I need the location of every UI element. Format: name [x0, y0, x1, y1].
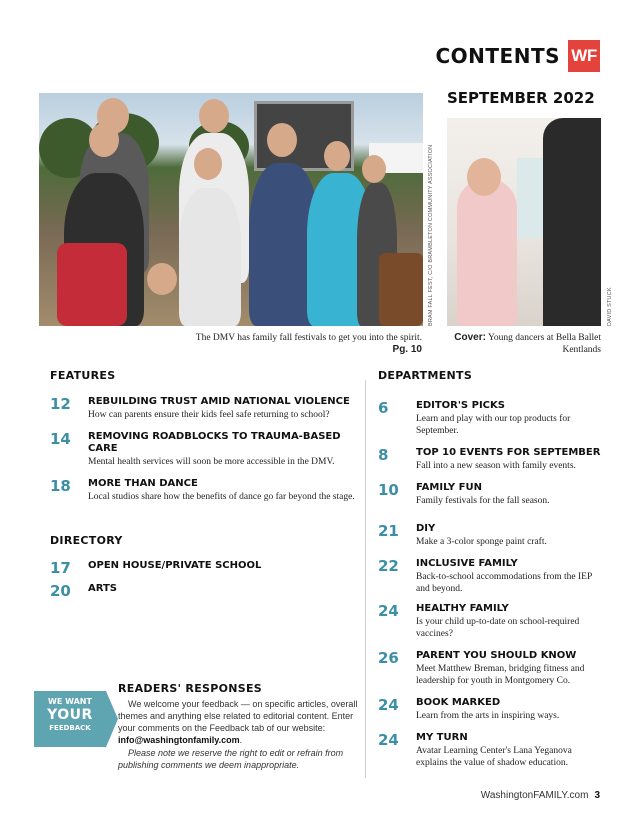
wf-logo: WF [568, 40, 600, 72]
badge-line-2: YOUR [47, 707, 93, 723]
department-desc: Back-to-school accommodations from the IEP and beyond. [416, 572, 592, 594]
department-desc: Learn from the arts in inspiring ways. [416, 711, 560, 721]
readers-responses-body: We welcome your feedback — on specific articles, overall themes and anything else related to editorial content. Enter your comments on the Feedback tab of our website: info@washingtonfamily.com. [118, 699, 358, 745]
directory-item[interactable] [50, 560, 360, 576]
badge-line-3: FEEDBACK [49, 724, 91, 732]
directory-title: OPEN HOUSE/PRIVATE SCHOOL [88, 560, 262, 571]
directory-heading: DIRECTORY [50, 534, 123, 547]
page-number: 24 [378, 731, 399, 749]
cover-caption-text: Young dancers at Bella Ballet Kentlands [487, 333, 601, 355]
feature-item[interactable] [50, 396, 360, 421]
department-item[interactable] [378, 482, 603, 507]
department-desc: Learn and play with our top products for September. [416, 414, 571, 436]
department-title: PARENT YOU SHOULD KNOW [416, 650, 577, 661]
department-item[interactable] [378, 650, 603, 687]
main-photo-credit: BRAM FALL FEST, C/O BRAMBLETON COMMUNITY ASSOCIATION [428, 144, 434, 326]
feedback-badge [34, 691, 106, 747]
festival-family-photo [39, 93, 423, 326]
readers-responses-heading: READERS' RESPONSES [118, 682, 263, 695]
readers-responses-note: Please note we reserve the right to edit or refrain from publishing comments we deem inappropriate. [118, 748, 344, 770]
departments-heading: DEPARTMENTS [378, 369, 473, 382]
feature-desc: How can parents ensure their kids feel safe returning to school? [88, 410, 330, 420]
department-title: INCLUSIVE FAMILY [416, 558, 518, 569]
page-number: 12 [50, 395, 71, 413]
page-number: 14 [50, 430, 71, 448]
department-item[interactable] [378, 447, 603, 472]
department-desc: Fall into a new season with family events. [416, 461, 576, 471]
department-title: DIY [416, 523, 436, 534]
issue-date: SEPTEMBER 2022 [447, 89, 595, 107]
directory-item[interactable] [50, 583, 360, 599]
department-title: BOOK MARKED [416, 697, 501, 708]
department-desc: Family festivals for the fall season. [416, 496, 550, 506]
department-desc: Meet Matthew Breman, bridging fitness and leadership for youth in Montgomery Co. [416, 664, 585, 686]
department-desc: Is your child up-to-date on school-required vaccines? [416, 617, 580, 639]
footer-site: WashingtonFAMILY.com [480, 790, 589, 801]
features-heading: FEATURES [50, 369, 116, 382]
department-desc: Avatar Learning Center's Lana Yeganova explains the value of shadow education. [416, 746, 572, 768]
department-item[interactable] [378, 558, 603, 595]
department-desc: Make a 3-color sponge paint craft. [416, 537, 547, 547]
page-number: 20 [50, 582, 71, 600]
page-header [435, 40, 600, 72]
department-item[interactable] [378, 603, 603, 640]
page-number: 10 [378, 481, 399, 499]
page-number: 21 [378, 522, 399, 540]
feature-item[interactable] [50, 478, 360, 503]
feedback-email[interactable]: info@washingtonfamily.com [118, 735, 240, 745]
page-number: 6 [378, 399, 389, 417]
cover-label: Cover: [454, 332, 486, 343]
main-photo-caption: The DMV has family fall festivals to get you into the spirit. Pg. 10 [170, 332, 422, 356]
column-divider [365, 380, 366, 778]
page-number: 8 [378, 446, 389, 464]
feature-title: MORE THAN DANCE [88, 478, 198, 489]
cover-photo-credit: DAVID STUCK [607, 287, 613, 326]
page-number-footer: 3 [594, 790, 600, 801]
cover-caption [447, 332, 601, 356]
department-title: HEALTHY FAMILY [416, 603, 509, 614]
feature-desc: Local studios share how the benefits of dance go far beyond the stage. [88, 492, 355, 502]
department-item[interactable] [378, 697, 603, 722]
cover-dancers-photo [447, 118, 601, 326]
feature-desc: Mental health services will soon be more accessible in the DMV. [88, 457, 335, 467]
feature-title: REMOVING ROADBLOCKS TO TRAUMA-BASED CARE [88, 431, 341, 454]
page-number: 17 [50, 559, 71, 577]
directory-title: ARTS [88, 583, 118, 594]
page-number: 24 [378, 696, 399, 714]
department-item[interactable] [378, 732, 603, 769]
department-title: TOP 10 EVENTS FOR SEPTEMBER [416, 447, 601, 458]
department-title: MY TURN [416, 732, 468, 743]
contents-title: CONTENTS [435, 44, 560, 68]
badge-line-1: WE WANT [48, 697, 92, 706]
feature-title: REBUILDING TRUST AMID NATIONAL VIOLENCE [88, 396, 350, 407]
department-title: FAMILY FUN [416, 482, 482, 493]
caption-page-ref: Pg. 10 [392, 344, 422, 355]
page-number: 18 [50, 477, 71, 495]
page-number: 26 [378, 649, 399, 667]
department-title: EDITOR'S PICKS [416, 400, 505, 411]
department-item[interactable] [378, 523, 603, 548]
feature-item[interactable] [50, 431, 360, 468]
page-number: 22 [378, 557, 399, 575]
page-number: 24 [378, 602, 399, 620]
department-item[interactable] [378, 400, 603, 437]
page-footer [481, 790, 600, 801]
